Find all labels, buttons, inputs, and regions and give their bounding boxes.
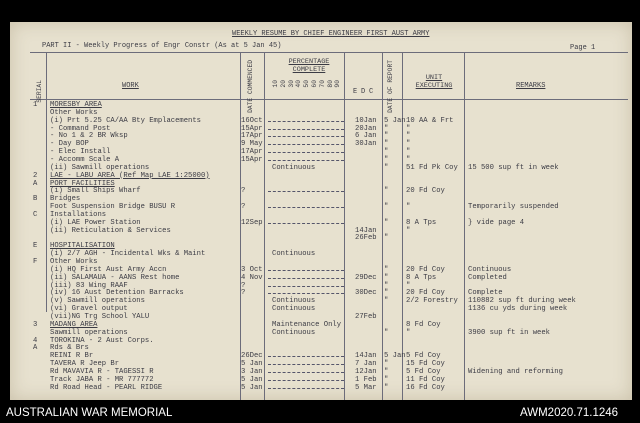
row-date-commenced: 12Sep <box>241 218 263 227</box>
row-date-commenced: ? <box>241 203 246 212</box>
row-date-of-report: " <box>384 218 389 227</box>
progress-bar <box>268 356 344 357</box>
row-work: (vii)NG Trg School YALU <box>50 312 150 321</box>
row-work: Rd MAVAVIA R - TAGESSI R <box>50 367 154 376</box>
row-work: (vi) Gravel output <box>50 305 128 314</box>
progress-bar <box>268 136 344 137</box>
row-unit-executing: 11 Fd Coy <box>406 375 445 384</box>
row-status: Continuous <box>272 250 316 259</box>
row-unit-executing: 51 Fd Pk Coy <box>406 163 458 172</box>
header-work: WORK <box>122 82 139 90</box>
progress-bar <box>268 270 344 271</box>
row-date-commenced: 15Apr <box>241 124 263 133</box>
row-work: REINI R Br <box>50 352 94 361</box>
row-date-of-report: " <box>384 148 389 157</box>
header-bottom-rule <box>30 99 628 100</box>
row-serial: C <box>33 210 38 219</box>
row-unit-executing: 20 Fd Coy <box>406 289 445 298</box>
row-work: Track JABA R - MR 777772 <box>50 375 154 384</box>
row-work: Sawmill operations <box>50 328 128 337</box>
row-remarks: Complete <box>468 289 503 298</box>
document-page <box>10 22 632 400</box>
row-remarks: } vide page 4 <box>468 218 525 227</box>
header-d: D <box>361 88 366 96</box>
document-title: WEEKLY RESUME BY CHIEF ENGINEER FIRST AUST ARMY <box>232 30 430 38</box>
row-status: 12Jan <box>355 367 377 376</box>
page-number: Page 1 <box>570 44 596 52</box>
row-date-commenced: ? <box>241 281 246 290</box>
row-date-of-report: " <box>384 367 389 376</box>
row-work: (i) Prt 5.25 CA/AA Bty Emplacements <box>50 116 201 125</box>
row-unit-executing: 8 Fd Coy <box>406 320 441 329</box>
row-date-commenced: 15Apr <box>241 155 263 164</box>
row-work: TAVERA R Jeep Br <box>50 360 120 369</box>
row-serial: F <box>33 258 38 266</box>
row-work: LAE - LABU AREA (Ref Map LAE 1:25000) <box>50 171 210 180</box>
percentage-tick: 30 <box>287 80 295 88</box>
row-work: - Accomm Scale A <box>50 155 120 164</box>
row-date-of-report: " <box>384 203 389 212</box>
row-remarks: Widening and reforming <box>468 367 563 376</box>
header-e: E <box>353 88 358 96</box>
header-top-rule <box>30 52 628 53</box>
row-date-of-report: " <box>384 163 389 172</box>
percentage-tick: 50 <box>303 80 311 88</box>
progress-bar <box>268 372 344 373</box>
row-remarks: 3900 sup ft in week <box>468 328 550 337</box>
row-work: (v) Sawmill operations <box>50 297 145 306</box>
progress-bar <box>268 223 344 224</box>
row-status: Continuous <box>272 328 316 337</box>
row-work: (i) HQ First Aust Army Accn <box>50 265 167 274</box>
row-work: Installations <box>50 210 107 219</box>
row-work: - Elec Install <box>50 148 111 157</box>
row-status: Continuous <box>272 163 316 172</box>
row-status: Continuous <box>272 305 316 314</box>
row-work: MORESBY AREA <box>50 101 102 109</box>
row-work: Other Works <box>50 258 98 266</box>
percentage-tick: 60 <box>311 80 318 88</box>
row-work: (i) 2/7 AGH - Incidental Wks & Maint <box>50 250 206 259</box>
row-date-commenced: ? <box>241 187 246 196</box>
row-date-commenced: 3 Oct <box>241 265 263 274</box>
row-work: Bridges <box>50 195 81 204</box>
row-work: Rds & Brs <box>50 344 89 353</box>
row-work: PORT FACILITIES <box>50 179 115 188</box>
row-status: 20Jan <box>355 124 377 133</box>
header-remarks: REMARKS <box>516 82 546 90</box>
row-work: (ii) SALAMAUA - AANS Rest home <box>50 273 180 282</box>
progress-bar <box>268 129 344 130</box>
progress-bar <box>268 152 344 153</box>
row-date-of-report: " <box>384 273 389 282</box>
progress-bar <box>268 121 344 122</box>
header-percentage-complete: PERCENTAGE COMPLETE <box>288 58 330 74</box>
row-date-commenced: 4 Nov <box>241 273 263 282</box>
row-date-of-report: " <box>384 132 389 141</box>
row-remarks: Temporarily suspended <box>468 203 559 212</box>
row-date-of-report: " <box>384 187 389 196</box>
row-date-commenced: 5 Jan <box>241 375 263 384</box>
progress-bar <box>268 278 344 279</box>
row-unit-executing: " <box>406 203 411 212</box>
percentage-tick: 10 <box>272 80 279 88</box>
percentage-tick: 90 <box>334 80 342 88</box>
progress-bar <box>268 380 344 381</box>
col-divider-serial <box>46 52 47 312</box>
header-date-commenced: DATE COMMENCED <box>247 60 254 113</box>
row-unit-executing: " <box>406 148 411 157</box>
row-date-of-report: " <box>384 297 389 306</box>
row-unit-executing: " <box>406 132 411 141</box>
row-unit-executing: " <box>406 155 411 164</box>
row-unit-executing: 20 Fd Coy <box>406 187 445 196</box>
row-unit-executing: " <box>406 281 411 290</box>
row-status: Continuous <box>272 297 316 306</box>
row-date-of-report: " <box>384 289 389 298</box>
col-divider-report <box>402 52 403 400</box>
row-date-of-report: 5 Jan <box>384 116 406 125</box>
row-serial: E <box>33 242 38 251</box>
row-date-of-report: " <box>384 155 389 164</box>
row-unit-executing: 8 A Tps <box>406 273 437 282</box>
row-date-of-report: " <box>384 383 389 392</box>
header-unit-executing: UNIT EXECUTING <box>415 74 453 90</box>
row-remarks: 1136 cu yds during week <box>468 305 568 314</box>
row-work: MADANG AREA <box>50 320 98 329</box>
row-unit-executing: 5 Fd Coy <box>406 367 441 376</box>
row-remarks: Continuous <box>468 265 512 274</box>
row-unit-executing: 15 Fd Coy <box>406 360 445 369</box>
row-work: - Command Post <box>50 124 111 133</box>
progress-bar <box>268 207 344 208</box>
row-date-of-report: " <box>384 265 389 274</box>
row-unit-executing: 2/2 Forestry <box>406 297 458 306</box>
row-date-commenced: 5 Jan <box>241 383 263 392</box>
row-status: 14Jan <box>355 352 377 361</box>
row-date-of-report: " <box>384 360 389 369</box>
col-divider-edc <box>382 52 383 400</box>
row-date-commenced: 17Apr <box>241 132 263 141</box>
document-subtitle: PART II - Weekly Progress of Engr Constr (As at 5 Jan 45) <box>42 42 282 50</box>
row-date-commenced: 17Apr <box>241 148 263 157</box>
row-unit-executing: " <box>406 140 411 149</box>
row-status: 10Jan <box>355 116 377 125</box>
row-work: Other Works <box>50 108 98 117</box>
row-status: 30Dec <box>355 289 377 298</box>
row-unit-executing: " <box>406 124 411 133</box>
row-work: - Day BOP <box>50 140 89 149</box>
row-date-of-report: " <box>384 281 389 290</box>
row-unit-executing: 10 AA & Frt <box>406 116 454 125</box>
percentage-tick: 70 <box>318 80 326 88</box>
row-serial: 1 <box>33 101 38 109</box>
row-unit-executing: 16 Fd Coy <box>406 383 445 392</box>
row-date-of-report: " <box>384 140 389 149</box>
row-unit-executing: " <box>406 328 411 337</box>
row-remarks: 110882 sup ft during week <box>468 297 576 306</box>
col-divider-percentage <box>344 52 345 400</box>
progress-bar <box>268 191 344 192</box>
row-date-commenced: 26Dec <box>241 352 263 361</box>
row-status: Maintenance Only <box>272 320 342 329</box>
row-serial: 2 <box>33 171 38 180</box>
progress-bar <box>268 160 344 161</box>
row-serial: A <box>33 179 38 188</box>
progress-bar <box>268 286 344 287</box>
row-serial: 3 <box>33 320 38 329</box>
row-date-of-report: " <box>384 375 389 384</box>
progress-bar <box>268 388 344 389</box>
row-date-commenced: ? <box>241 289 246 298</box>
row-status: 6 Jan <box>355 132 377 141</box>
row-status: 30Jan <box>355 140 377 149</box>
footer-credit: AUSTRALIAN WAR MEMORIAL <box>6 407 173 419</box>
row-date-of-report: 5 Jan <box>384 352 406 361</box>
row-unit-executing: 5 Fd Coy <box>406 352 441 361</box>
row-date-of-report: " <box>384 124 389 133</box>
row-work: - No 1 & 2 BR Wksp <box>50 132 128 141</box>
header-c: C <box>369 88 374 96</box>
footer-accession-number: AWM2020.71.1246 <box>520 407 619 419</box>
row-date-of-report: " <box>384 234 389 243</box>
row-work: HOSPITALISATION <box>50 242 115 251</box>
percentage-tick: 40 <box>295 80 303 88</box>
header-serial: SERIAL <box>36 80 43 103</box>
row-remarks: Completed <box>468 273 507 282</box>
progress-bar <box>268 144 344 145</box>
header-date-of-report: DATE OF REPORT <box>387 60 394 113</box>
percentage-tick: 20 <box>279 80 287 88</box>
row-unit-executing: " <box>406 226 411 235</box>
col-divider-commenced <box>264 52 265 400</box>
row-work: (i) LAE Power Station <box>50 218 141 227</box>
row-work: (iii) 83 Wing RAAF <box>50 281 128 290</box>
row-serial: B <box>33 195 38 204</box>
row-work: Foot Suspension Bridge BUSU R <box>50 203 176 212</box>
progress-bar <box>268 364 344 365</box>
row-date-of-report: " <box>384 328 389 337</box>
row-date-commenced: 16Oct <box>241 116 263 125</box>
row-status: 14Jan <box>355 226 377 235</box>
row-status: 27Feb <box>355 312 377 321</box>
row-work: (ii) Reticulation & Services <box>50 226 171 235</box>
col-divider-unit <box>464 52 465 400</box>
row-work: (ii) Sawmill operations <box>50 163 150 172</box>
row-status: 1 Feb <box>355 375 377 384</box>
row-status: 5 Mar <box>355 383 377 392</box>
row-unit-executing: 20 Fd Coy <box>406 265 445 274</box>
row-date-commenced: 5 Jan <box>241 360 263 369</box>
percentage-tick: 80 <box>326 80 334 88</box>
progress-bar <box>268 293 344 294</box>
row-work: (iv) 16 Aust Detention Barracks <box>50 289 184 298</box>
row-serial: 4 <box>33 336 38 345</box>
row-serial: A <box>33 344 38 353</box>
row-remarks: 15 500 sup ft in week <box>468 163 559 172</box>
row-status: 26Feb <box>355 234 377 243</box>
row-work: Rd Road Head - PEARL RIDGE <box>50 383 163 392</box>
row-unit-executing: 8 A Tps <box>406 218 437 227</box>
row-status: 29Dec <box>355 273 377 282</box>
row-date-commenced: 3 Jan <box>241 367 263 376</box>
row-work: (i) Small Ships Wharf <box>50 187 141 196</box>
row-status: 7 Jan <box>355 360 377 369</box>
row-date-commenced: 9 May <box>241 140 263 149</box>
row-work: TOROKINA - 2 Aust Corps. <box>50 336 154 345</box>
